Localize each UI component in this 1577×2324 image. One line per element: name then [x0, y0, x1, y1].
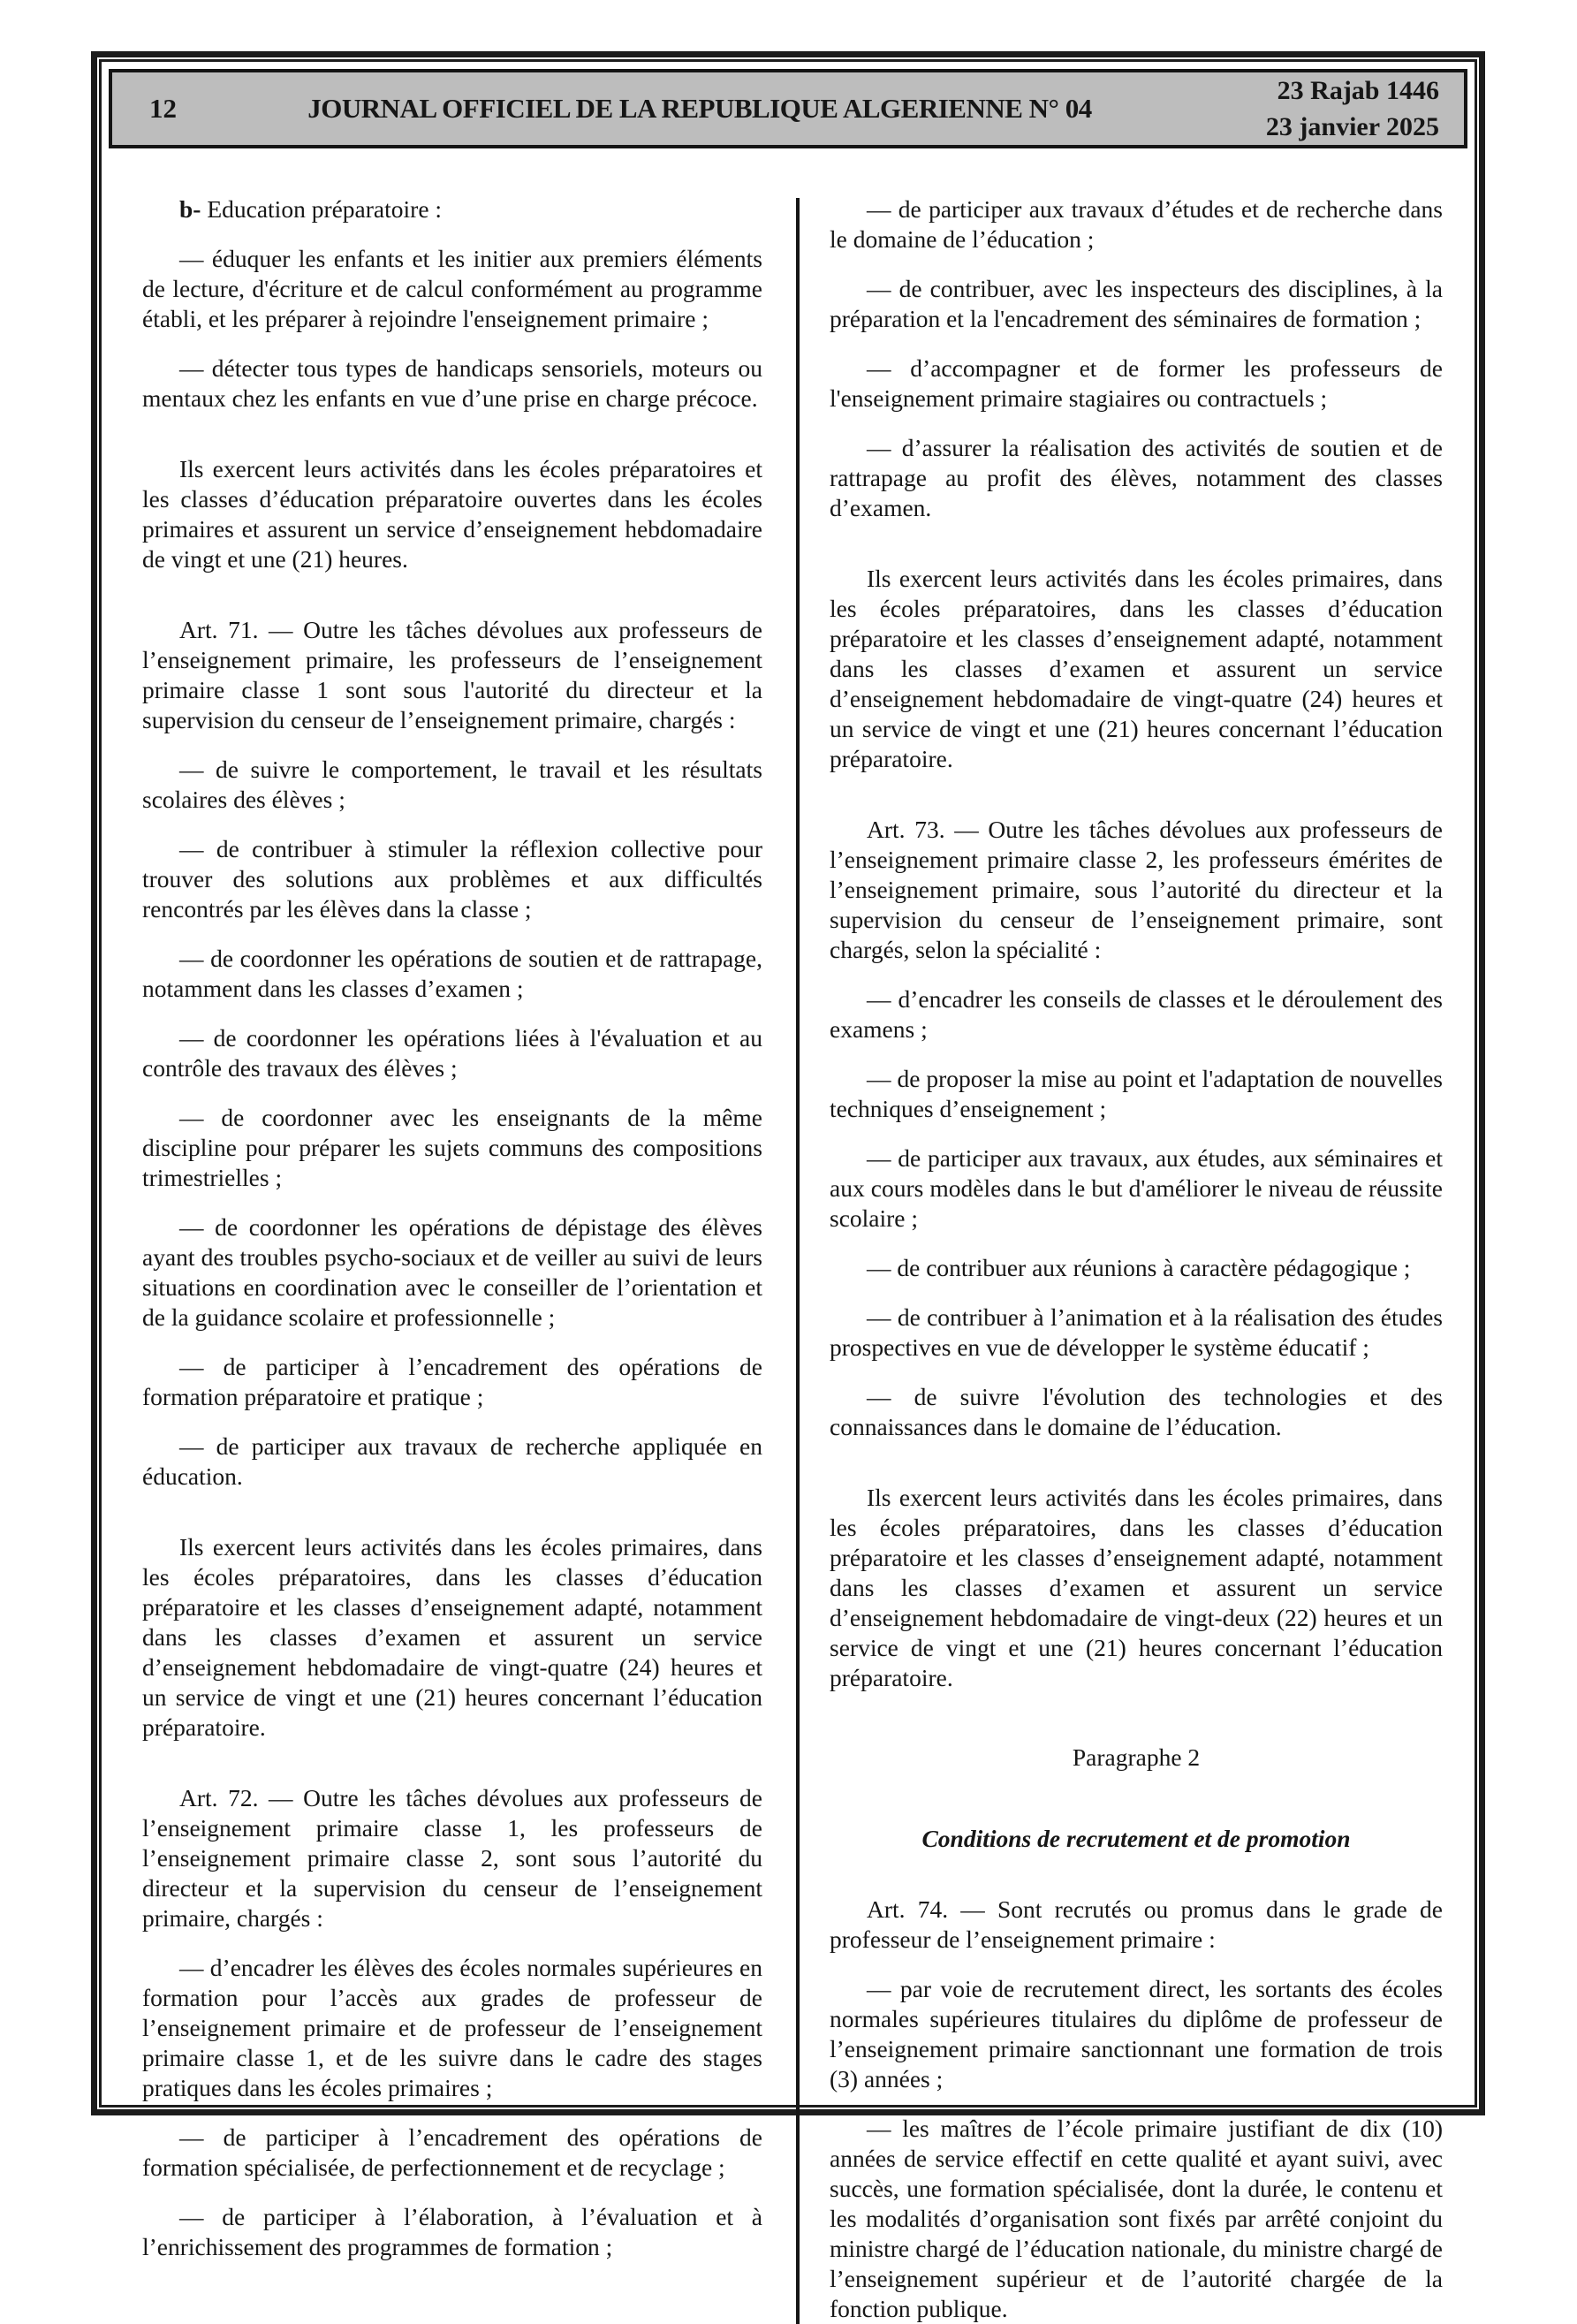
list-item: — de participer aux travaux d’études et de recherche dans le domaine de l’éducation ; — [830, 195, 1443, 253]
date-hijri: 23 Rajab 1446 — [1277, 76, 1439, 105]
page-frame — [91, 51, 1485, 2322]
list-item: — de suivre le comportement, le travail et les résultats scolaires des élèves ; — [142, 756, 762, 813]
list-item: — d’encadrer les conseils de classes et le déroulement des examens ; — [830, 985, 1443, 1043]
column-left — [142, 194, 762, 2324]
list-item: — détecter tous types de handicaps sensoriels, moteurs ou mentaux chez les enfants en vue d’une prise en charge précoce. — [142, 354, 762, 412]
column-right — [800, 194, 1443, 2324]
journal-title: JOURNAL OFFICIEL DE LA REPUBLIQUE ALGERIENNE N° 04 — [307, 93, 1092, 124]
bold-prefix: b- — [179, 195, 201, 223]
list-item: — de participer à l’élaboration, à l’évaluation et à l’enrichissement des programmes de formation ; — [142, 2203, 762, 2260]
paragraph: Ils exercent leurs activités dans les écoles primaires, dans les écoles préparatoires, dans les classes d’éducation préparatoire et les classes d’enseignement adapté, notamment dans les classes d’examen et assurent un service d’enseignement hebdomadaire de vingt-quatre (24) heures et un service de vingt et une (21) heures concernant l’éducation préparatoire. — [830, 565, 1443, 772]
list-item: — de coordonner les opérations liées à l'évaluation et au contrôle des travaux des élèves ; — [142, 1024, 762, 1082]
list-item: — de contribuer à l’animation et à la réalisation des études prospectives en vue de développer le système éducatif ; — [830, 1303, 1443, 1361]
list-item: — de participer à l’encadrement des opérations de formation préparatoire et pratique ; — [142, 1353, 762, 1410]
paragraph: Conditions de recrutement et de promotion — [921, 1825, 1351, 1852]
paragraph: Art. 71. — Outre les tâches dévolues aux professeurs de l’enseignement primaire, les professeurs de l’enseignement primaire classe 1 sont sous l'autorité du directeur et la supervision du censeur de l’enseignement primaire, chargés : — [142, 616, 762, 733]
list-item: — de suivre l'évolution des technologies et des connaissances dans le domaine de l’éducation. — [830, 1383, 1443, 1440]
paragraph: Art. 73. — Outre les tâches dévolues aux professeurs de l’enseignement primaire classe 2, les professeurs émérites de l’enseignement primaire, sous l’autorité du directeur et la supervision du censeur de l’enseignement primaire, sont chargés, selon la spécialité : — [830, 816, 1443, 963]
paragraph: Art. 74. — Sont recrutés ou promus dans le grade de professeur de l’enseignement primaire : — [830, 1895, 1443, 1953]
paragraph: Art. 72. — Outre les tâches dévolues aux professeurs de l’enseignement primaire classe 1, les professeurs de l’enseignement primaire classe 2, sont sous l’autorité du directeur et la supervision du censeur de l’enseignement primaire, chargés : — [142, 1784, 762, 1932]
list-item: — d’encadrer les élèves des écoles normales supérieures en formation pour l’accès aux grades de professeur de l’enseignement primaire et de professeur de l’enseignement primaire classe 1, et de les suivre dans le cadre des stages pratiques dans les écoles primaires ; — [142, 1954, 762, 2101]
paragraph: Ils exercent leurs activités dans les écoles primaires, dans les écoles préparatoires, dans les classes d’éducation préparatoire et les classes d’enseignement adapté, notamment dans les classes d’examen et assurent un service d’enseignement hebdomadaire de vingt-quatre (24) heures et un service de vingt et une (21) heures concernant l’éducation préparatoire. — [142, 1533, 762, 1741]
list-item: — de coordonner les opérations de soutien et de rattrapage, notamment dans les classes d’examen ; — [142, 945, 762, 1002]
list-item: — de proposer la mise au point et l'adaptation de nouvelles techniques d’enseignement ; — [830, 1065, 1443, 1122]
list-item: — de coordonner avec les enseignants de la même discipline pour préparer les sujets communs des compositions trimestrielles ; — [142, 1104, 762, 1191]
list-item: — d’accompagner et de former les professeurs de l'enseignement primaire stagiaires ou contractuels ; — [830, 354, 1443, 412]
header-dates — [1172, 72, 1464, 145]
paragraph: Ils exercent leurs activités dans les écoles préparatoires et les classes d’éducation préparatoire ouvertes dans les écoles primaires et assurent un service d’enseignement hebdomadaire de vingt et une (21) heures. — [142, 455, 762, 573]
page-frame-inner — [99, 59, 1477, 2322]
list-item: — de participer aux travaux, aux études, aux séminaires et aux cours modèles dans le but d'améliorer le niveau de réussite scolaire ; — [830, 1144, 1443, 1232]
list-item: — de participer à l’encadrement des opérations de formation spécialisée, de perfectionnement et de recyclage ; — [142, 2123, 762, 2181]
list-item: — de contribuer aux réunions à caractère pédagogique ; — [867, 1254, 1411, 1281]
header — [109, 69, 1467, 148]
list-item: — de contribuer à stimuler la réflexion collective pour trouver des solutions aux problèmes et aux difficultés rencontrés par les élèves dans la classe ; — [142, 835, 762, 923]
page-number: 12 — [149, 93, 177, 124]
date-gregorian: 23 janvier 2025 — [1265, 112, 1439, 141]
list-item: — d’assurer la réalisation des activités de soutien et de rattrapage au profit des élèves, notamment des classes d’examen. — [830, 434, 1443, 521]
list-item: — de participer aux travaux de recherche appliquée en éducation. — [142, 1432, 762, 1490]
paragraph: b- Education préparatoire : — [179, 195, 443, 223]
list-item: — éduquer les enfants et les initier aux premiers éléments de lecture, d'écriture et de calcul conformément au programme établi, et les préparer à rejoindre l'enseignement primaire ; — [142, 245, 762, 332]
list-item: — de coordonner les opérations de dépistage des élèves ayant des troubles psycho-sociaux et de veiller au suivi de leurs situations en coordination avec le conseiller de l’orientation et de la guidance scolaire et professionnelle ; — [142, 1213, 762, 1331]
paragraph: Ils exercent leurs activités dans les écoles primaires, dans les écoles préparatoires, dans les classes d’éducation préparatoire et les classes d’enseignement adapté, notamment dans les classes d’examen et assurent un service d’enseignement hebdomadaire de vingt-deux (22) heures et un service de vingt et une (21) heures concernant l’éducation préparatoire. — [830, 1484, 1443, 1691]
content — [102, 148, 1475, 2324]
list-item: — par voie de recrutement direct, les sortants des écoles normales supérieures titulaires du diplôme de professeur de l’enseignement primaire sanctionnant une formation de trois (3) années ; — [830, 1975, 1443, 2092]
list-item: — les maîtres de l’école primaire justifiant de dix (10) années de service effectif en cette qualité et ayant suivi, avec succès, une formation spécialisée, dont la durée, le contenu et les modalités d’organisation sont fixés par arrêté conjoint du ministre chargé de l’éducation nationale, du ministre chargé de l’enseignement supérieur et de l’autorité chargée de la fonction publique. — [830, 2115, 1443, 2322]
paragraph: Paragraphe 2 — [1072, 1743, 1201, 1771]
list-item: — de contribuer, avec les inspecteurs des disciplines, à la préparation et la l'encadrement des séminaires de formation ; — [830, 275, 1443, 332]
